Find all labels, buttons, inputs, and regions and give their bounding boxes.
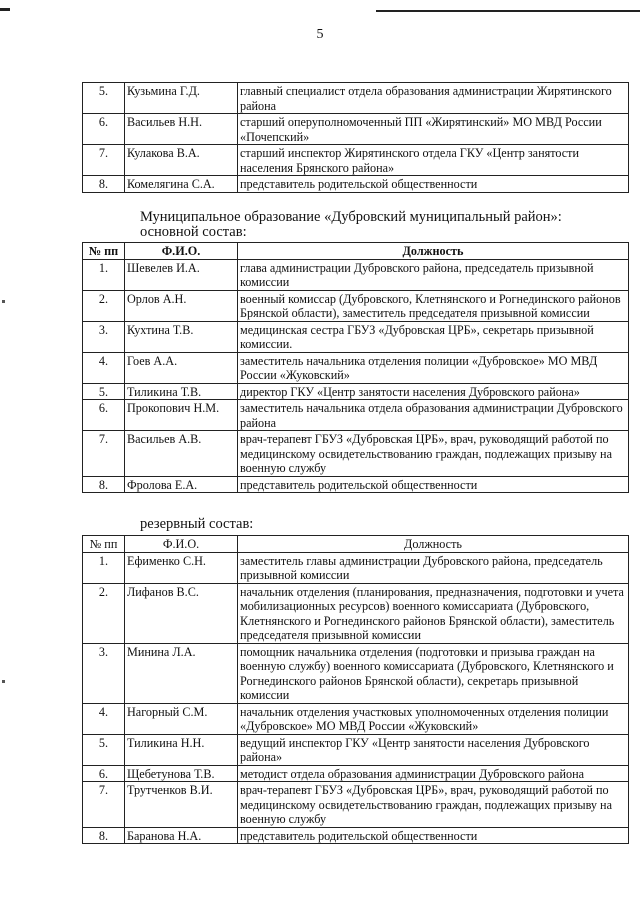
row-number: 1. [83,259,125,290]
table-reserve-composition [82,535,629,844]
row-name: Прокопович Н.М. [125,400,238,431]
row-name: Тиликина Н.Н. [125,734,238,765]
row-position: начальник отделения участковых уполномоченных отделения полиции «Дубровское» МО МВД России «Жуковский» [238,703,629,734]
row-name: Орлов А.Н. [125,290,238,321]
row-position: старший оперуполномоченный ПП «Жирятинский» МО МВД России «Почепский» [238,114,629,145]
header-position: Должность [238,243,629,260]
row-number: 8. [83,176,125,193]
table-row [83,431,629,477]
header-name: Ф.И.О. [125,243,238,260]
heading-line: Муниципальное образование «Дубровский муниципальный район»: [140,209,562,225]
table-row [83,765,629,782]
row-number: 8. [83,827,125,844]
table-row [83,114,629,145]
row-position: начальник отделения (планирования, предназначения, подготовки и учета мобилизационных ресурсов) военного комиссариата (Дубровского, Клетнянского и Рогнединского районов Брянской области), заместитель председателя призывной комиссии [238,583,629,643]
row-position: представитель родительской общественности [238,176,629,193]
row-position: заместитель начальника отдела образования администрации Дубровского района [238,400,629,431]
row-position: заместитель начальника отделения полиции «Дубровское» МО МВД России «Жуковский» [238,352,629,383]
scan-edge-mark [2,680,5,683]
page-number: 5 [316,27,324,42]
row-number: 4. [83,352,125,383]
scan-corner-mark [0,8,10,11]
row-number: 6. [83,400,125,431]
table-main-composition [82,242,629,493]
row-number: 7. [83,782,125,828]
row-position: заместитель главы администрации Дубровского района, председатель призывной комиссии [238,552,629,583]
table-row [83,400,629,431]
row-number: 6. [83,765,125,782]
row-name: Кулакова В.А. [125,145,238,176]
table-row [83,290,629,321]
row-name: Васильев А.В. [125,431,238,477]
row-position: медицинская сестра ГБУЗ «Дубровская ЦРБ», секретарь призывной комиссии. [238,321,629,352]
table-row [83,583,629,643]
scan-edge-mark [2,300,5,303]
header-num: № пп [83,536,125,553]
heading-line: основной состав: [140,224,247,240]
row-number: 3. [83,321,125,352]
table-row [83,643,629,703]
row-position: методист отдела образования администрации Дубровского района [238,765,629,782]
row-name: Шевелев И.А. [125,259,238,290]
row-number: 8. [83,476,125,493]
top-rule [376,10,640,12]
table-row [83,83,629,114]
row-number: 5. [83,83,125,114]
table-row [83,827,629,844]
table-row [83,259,629,290]
row-name: Гоев А.А. [125,352,238,383]
row-position: ведущий инспектор ГКУ «Центр занятости населения Дубровского района» [238,734,629,765]
row-number: 6. [83,114,125,145]
row-name: Нагорный С.М. [125,703,238,734]
header-name: Ф.И.О. [125,536,238,553]
row-name: Комелягина С.А. [125,176,238,193]
table-row [83,145,629,176]
table-row [83,782,629,828]
row-position: директор ГКУ «Центр занятости населения Дубровского района» [238,383,629,400]
table-row [83,352,629,383]
row-name: Лифанов В.С. [125,583,238,643]
table-row [83,734,629,765]
table-row [83,476,629,493]
table-header-row [83,243,629,260]
table-continuation [82,82,629,193]
row-number: 4. [83,703,125,734]
row-name: Кухтина Т.В. [125,321,238,352]
row-position: старший инспектор Жирятинского отдела ГКУ «Центр занятости населения Брянского района» [238,145,629,176]
section-heading-main [140,210,562,240]
row-number: 5. [83,734,125,765]
row-name: Тиликина Т.В. [125,383,238,400]
row-name: Баранова Н.А. [125,827,238,844]
row-position: представитель родительской общественности [238,827,629,844]
row-name: Минина Л.А. [125,643,238,703]
row-position: представитель родительской общественности [238,476,629,493]
table-row [83,176,629,193]
row-name: Ефименко С.Н. [125,552,238,583]
table-row [83,321,629,352]
header-position: Должность [238,536,629,553]
row-number: 5. [83,383,125,400]
row-number: 1. [83,552,125,583]
row-name: Трутченков В.И. [125,782,238,828]
table-row [83,383,629,400]
table-header-row [83,536,629,553]
row-name: Фролова Е.А. [125,476,238,493]
row-position: глава администрации Дубровского района, председатель призывной комиссии [238,259,629,290]
row-number: 2. [83,583,125,643]
row-name: Васильев Н.Н. [125,114,238,145]
row-position: главный специалист отдела образования администрации Жирятинского района [238,83,629,114]
row-number: 2. [83,290,125,321]
table-row [83,552,629,583]
row-number: 3. [83,643,125,703]
row-position: врач-терапевт ГБУЗ «Дубровская ЦРБ», врач, руководящий работой по медицинскому освидетельствованию граждан, подлежащих призыву на военную службу [238,782,629,828]
row-name: Кузьмина Г.Д. [125,83,238,114]
row-position: врач-терапевт ГБУЗ «Дубровская ЦРБ», врач, руководящий работой по медицинскому освидетельствованию граждан, подлежащих призыву на военную службу [238,431,629,477]
table-row [83,703,629,734]
section-heading-reserve: резервный состав: [140,516,254,532]
row-number: 7. [83,145,125,176]
row-position: военный комиссар (Дубровского, Клетнянского и Рогнединского районов Брянской области), заместитель председателя призывной комиссии [238,290,629,321]
row-name: Щебетунова Т.В. [125,765,238,782]
row-number: 7. [83,431,125,477]
row-position: помощник начальника отделения (подготовки и призыва граждан на военную службу) военного комиссариата (Дубровского, Клетнянского и Рогнединского районов Брянской области), секретарь призывной комиссии [238,643,629,703]
header-num: № пп [83,243,125,260]
